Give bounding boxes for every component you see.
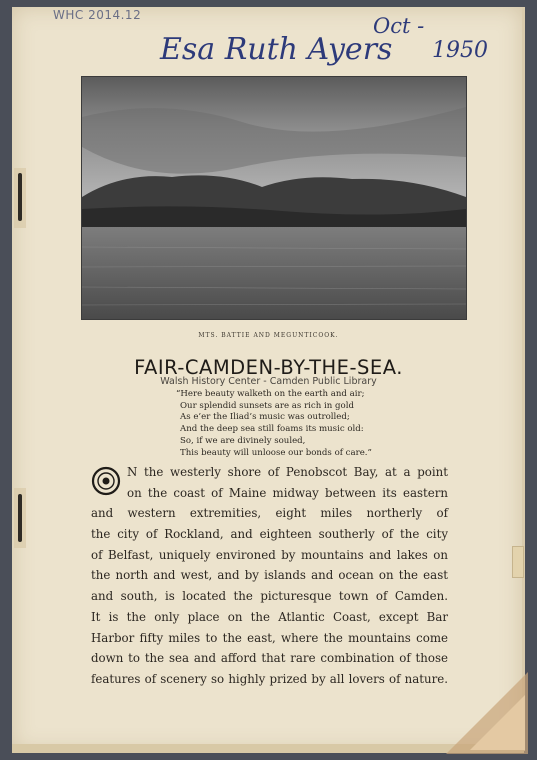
page-tab <box>512 546 524 578</box>
epigraph-poem <box>176 389 372 459</box>
body-line: and western extremities, eight miles northerly of <box>91 506 448 521</box>
poem-line: And the deep sea still foams its music old: <box>180 424 364 435</box>
poem-line: As e’er the Iliad’s music was outrolled; <box>180 412 350 423</box>
body-line: It is the only place on the Atlantic Coast, except Bar <box>91 609 448 624</box>
body-line: of Belfast, uniquely environed by mountains and lakes on <box>91 547 448 562</box>
body-line: Harbor fifty miles to the east, where the mountains come <box>91 630 448 645</box>
handwritten-inscription <box>160 14 505 72</box>
inscription-year: 1950 <box>432 38 488 63</box>
staple-top <box>18 173 22 221</box>
staple-bottom <box>18 494 22 542</box>
inscription-month: Oct - <box>373 14 425 38</box>
body-paragraph <box>91 462 448 690</box>
body-line: the north and west, and by islands and ocean on the east <box>91 568 448 583</box>
poem-line: “Here beauty walketh on the earth and air; <box>176 389 365 399</box>
poem-line: So, if we are divinely souled, <box>180 435 306 446</box>
page-title: FAIR-CAMDEN-BY-THE-SEA. <box>134 356 403 379</box>
body-line: the city of Rockland, and eighteen southerly of the city <box>91 527 448 542</box>
library-watermark: Walsh History Center - Camden Public Library <box>160 376 377 387</box>
photo-caption: MTS. BATTIE AND MEGUNTICOOK. <box>198 332 339 339</box>
poem-line: Our splendid sunsets are as rich in gold <box>180 400 354 411</box>
body-line: N the westerly shore of Penobscot Bay, at a point <box>127 465 448 479</box>
body-line: and south, is located the picturesque town of Camden. <box>91 589 448 604</box>
inscription-name: Esa Ruth Ayers <box>160 32 393 67</box>
body-line: on the coast of Maine midway between its eastern <box>127 485 448 500</box>
mountain-photograph <box>81 76 467 320</box>
body-line: down to the sea and afford that rare combination of those <box>91 651 448 666</box>
torn-corner-inner <box>470 695 525 750</box>
poem-line: This beauty will unloose our bonds of care.” <box>180 447 372 458</box>
body-line: features of scenery so highly prized by all lovers of nature. <box>91 671 448 686</box>
archive-number: WHC 2014.12 <box>53 8 142 22</box>
